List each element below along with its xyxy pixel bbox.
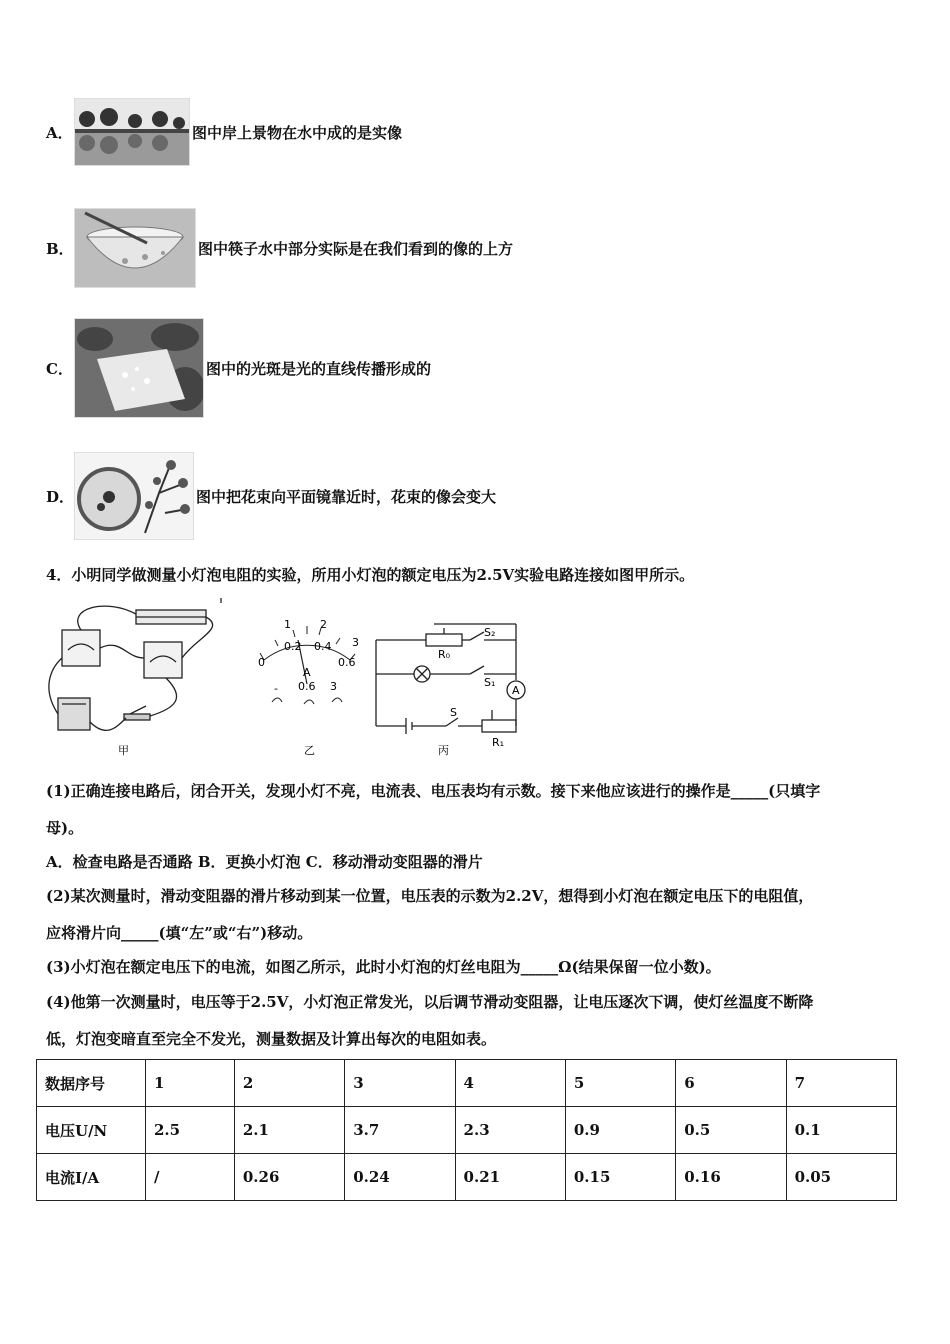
light-spots-photo [74, 318, 204, 418]
caption-yi: 乙 [304, 744, 315, 757]
table-cell: 4 [455, 1060, 565, 1107]
measurement-table [36, 1059, 897, 1201]
option-letter: C． [46, 359, 73, 378]
scale-top-3: 3 [352, 636, 359, 649]
scale-bottom-06: 0.6 [338, 656, 356, 669]
part2-line1: (2)某次测量时，滑动变阻器的滑片移动到某一位置，电压表的示数为2.2V，想得到小灯泡在额定电压下的电阻值， [46, 887, 814, 905]
part2-line2: 应将滑片向_____(填“左”或“右”)移动。 [46, 924, 313, 942]
part4-line2: 低，灯泡变暗直至完全不发光，测量数据及计算出每次的电阻如表。 [46, 1030, 497, 1048]
table-cell: 1 [146, 1060, 235, 1107]
table-cell: 7 [786, 1060, 896, 1107]
option-d [46, 452, 496, 540]
table-cell: 2 [234, 1060, 344, 1107]
table-cell: 3 [345, 1060, 455, 1107]
table-cell: 0.5 [676, 1107, 786, 1154]
option-text: 图中的光斑是光的直线传播形成的 [206, 359, 432, 378]
table-row [37, 1154, 897, 1201]
table-cell: 电压U/N [37, 1107, 146, 1154]
part1-line1: (1)正确连接电路后，闭合开关，发现小灯不亮，电流表、电压表均有示数。接下来他应该进行的操作是_____(只填字 [46, 782, 821, 800]
table-cell: 电流I/A [37, 1154, 146, 1201]
table-cell: 0.9 [565, 1107, 675, 1154]
caption-bing: 丙 [438, 744, 449, 757]
reflection-photo [74, 98, 190, 166]
part1-line2: 母)。 [46, 819, 84, 837]
label-s1: S₁ [484, 676, 496, 689]
label-s: S [450, 706, 457, 719]
table-cell: 2.5 [146, 1107, 235, 1154]
table-cell: 0.21 [455, 1154, 565, 1201]
part3: (3)小灯泡在额定电压下的电流，如图乙所示，此时小灯泡的灯丝电阻为_____Ω(结果保留一位小数)。 [46, 958, 721, 976]
circuit-figures [46, 598, 546, 758]
option-c [46, 318, 431, 418]
part4-line1: (4)他第一次测量时，电压等于2.5V，小灯泡正常发光，以后调节滑动变阻器，让电压逐次下调，使灯丝温度不断降 [46, 993, 814, 1011]
table-cell: 3.7 [345, 1107, 455, 1154]
table-row [37, 1107, 897, 1154]
table-cell: 0.26 [234, 1154, 344, 1201]
table-cell: 0.1 [786, 1107, 896, 1154]
option-text: 图中岸上景物在水中成的是实像 [192, 123, 403, 142]
caption-jia: 甲 [118, 744, 129, 757]
table-cell: / [146, 1154, 235, 1201]
option-b [46, 208, 513, 288]
scale-top-1: 1 [284, 618, 291, 631]
table-cell: 5 [565, 1060, 675, 1107]
circuit-figure-svg [46, 598, 546, 758]
option-text: 图中把花束向平面镜靠近时，花束的像会变大 [196, 487, 497, 506]
mirror-flowers-photo [74, 452, 194, 540]
table-cell: 0.15 [565, 1154, 675, 1201]
option-letter: D． [46, 487, 75, 506]
option-a [46, 98, 402, 166]
table-cell: 0.24 [345, 1154, 455, 1201]
question-4-stem: 4．小明同学做测量小灯泡电阻的实验，所用小灯泡的额定电压为2.5V实验电路连接如图甲所示。 [46, 566, 695, 584]
part1-choices: A．检查电路是否通路 B．更换小灯泡 C．移动滑动变阻器的滑片 [46, 853, 483, 871]
table-row [37, 1060, 897, 1107]
table-cell: 数据序号 [37, 1060, 146, 1107]
scale-top-2: 2 [320, 618, 327, 631]
figure-jia [49, 598, 221, 730]
table-cell: 0.16 [676, 1154, 786, 1201]
scale-unit: A [303, 666, 311, 679]
terminal-06: 0.6 [298, 680, 316, 693]
terminal-3: 3 [330, 680, 337, 693]
label-ammeter: A [512, 684, 520, 697]
table-cell: 2.3 [455, 1107, 565, 1154]
chopsticks-bowl-photo [74, 208, 196, 288]
option-text: 图中筷子水中部分实际是在我们看到的像的上方 [198, 239, 514, 258]
table-cell: 6 [676, 1060, 786, 1107]
label-r1: R₁ [492, 736, 505, 749]
table-cell: 0.05 [786, 1154, 896, 1201]
scale-bottom-04: 0.4 [314, 640, 332, 653]
label-r0: R₀ [438, 648, 451, 661]
option-letter: A． [46, 123, 73, 142]
option-letter: B． [46, 239, 74, 258]
scale-bottom-0: 0 [258, 656, 265, 669]
terminal-minus: - [274, 682, 278, 695]
scale-bottom-02: 0.2 [284, 640, 302, 653]
table-cell: 2.1 [234, 1107, 344, 1154]
label-s2: S₂ [484, 626, 496, 639]
